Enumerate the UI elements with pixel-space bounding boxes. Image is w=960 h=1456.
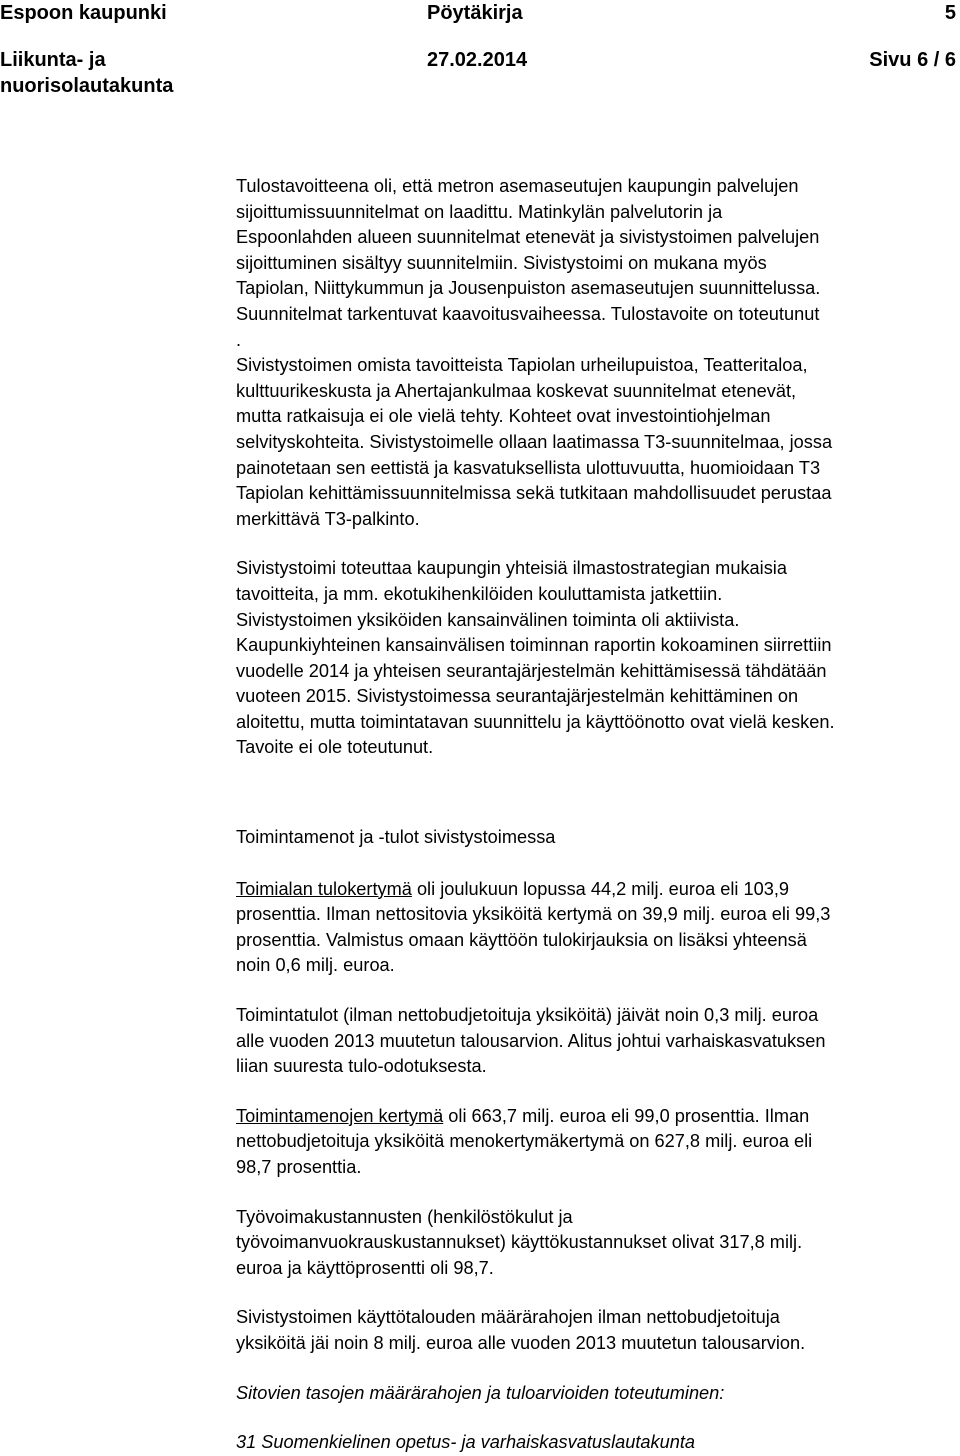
- paragraph-appropriations: [236, 1305, 960, 1356]
- text-line: Kaupunkiyhteinen kansainvälisen toiminnan raportin kokoaminen siirrettiin: [236, 635, 832, 656]
- text-line: nettobudjetoituja yksiköitä menokertymäkertymä on 627,8 milj. euroa eli: [236, 1131, 813, 1152]
- text-line: kulttuurikeskusta ja Ahertajankulmaa koskevat suunnitelmat etenevät,: [236, 380, 797, 401]
- text-segment: oli 663,7 milj. euroa eli 99,0 prosenttia. Ilman: [443, 1105, 810, 1126]
- text-line: Sivistystoimen omista tavoitteista Tapiolan urheilupuistoa, Teatteritaloa,: [236, 355, 808, 376]
- underlined-term: Toimintamenojen kertymä: [236, 1105, 444, 1126]
- text-line: Sivistystoimen yksiköiden kansainvälinen toiminta oli aktiivista.: [236, 609, 740, 630]
- text-line: tavoitteita, ja mm. ekotukihenkilöiden kouluttamista jatkettiin.: [236, 583, 723, 604]
- paragraph-income-accrual: [236, 877, 960, 979]
- text-line: prosenttia. Valmistus omaan käyttöön tulokirjauksia on lisäksi yhteensä: [236, 929, 807, 950]
- section-heading: [236, 825, 960, 851]
- text-line: selvityskohteita. Sivistystoimelle ollaan laatimassa T3-suunnitelmaa, jossa: [236, 431, 833, 452]
- committee-name-line2: nuorisolautakunta: [0, 75, 174, 97]
- text-line: alle vuoden 2013 muutetun talousarvion. Alitus johtui varhaiskasvatuksen: [236, 1030, 826, 1051]
- text-line: noin 0,6 milj. euroa.: [236, 955, 395, 976]
- paragraph-operating-income: [236, 1003, 960, 1080]
- text-line: 98,7 prosenttia.: [236, 1157, 362, 1177]
- text-line: Sivistystoimi toteuttaa kaupungin yhteisiä ilmastostrategian mukaisia: [236, 558, 787, 579]
- text-line: Työvoimakustannusten (henkilöstökulut ja: [236, 1206, 573, 1227]
- text-line: merkittävä T3-palkinto.: [236, 508, 420, 529]
- text-line: Sivistystoimen käyttötalouden määrärahojen ilman nettobudjetoituja: [236, 1307, 780, 1328]
- text-line: liian suuresta tulo-odotuksesta.: [236, 1056, 487, 1077]
- section-number: 5: [944, 2, 956, 24]
- meeting-date: 27.02.2014: [427, 49, 528, 71]
- text-line: .: [236, 329, 242, 350]
- italic-committee-heading: [236, 1430, 960, 1456]
- document-body: [236, 174, 960, 1456]
- underlined-term: Toimialan tulokertymä: [236, 878, 412, 899]
- text-line: [236, 877, 960, 903]
- text-line: yksiköitä jäi noin 8 milj. euroa alle vuoden 2013 muutetun talousarvion.: [236, 1332, 806, 1353]
- text-line: Tavoite ei ole toteutunut.: [236, 737, 434, 758]
- organization-name: Espoon kaupunki: [0, 2, 167, 24]
- document-type: Pöytäkirja: [427, 2, 523, 24]
- committee-name-line1: Liikunta- ja: [0, 49, 106, 71]
- text-segment: oli joulukuun lopussa 44,2 milj. euroa eli 103,9: [411, 878, 790, 899]
- paragraph-labour-costs: [236, 1205, 960, 1282]
- italic-subheading: [236, 1381, 960, 1407]
- text-line: vuoteen 2015. Sivistystoimessa seurantajärjestelmän kehittäminen on: [236, 686, 799, 707]
- text-line: mutta ratkaisuja ei ole vielä tehty. Kohteet ovat investointiohjelman: [236, 406, 771, 427]
- text-line: aloitettu, mutta toimintatavan suunnittelu ja käyttöönotto ovat vielä kesken.: [236, 711, 835, 732]
- text-line: Suunnitelmat tarkentuvat kaavoitusvaiheessa. Tulostavoite on toteutunut: [236, 303, 820, 324]
- italic-committee-heading-text: 31 Suomenkielinen opetus- ja varhaiskasvatuslautakunta: [236, 1432, 696, 1453]
- text-line: Tulostavoitteena oli, että metron asemaseutujen kaupungin palvelujen: [236, 176, 799, 196]
- italic-subheading-text: Sitovien tasojen määrärahojen ja tuloarvioiden toteutuminen:: [236, 1382, 725, 1403]
- text-line: prosenttia. Ilman nettositovia yksiköitä kertymä on 39,9 milj. euroa eli 99,3: [236, 904, 831, 925]
- paragraph-climate-strategy: [236, 556, 960, 761]
- text-line: painotetaan sen eettistä ja kasvatuksellista ulottuvuutta, huomioidaan T3: [236, 457, 821, 478]
- text-line: Tapiolan, Niittykummun ja Jousenpuiston asemaseutujen suunnittelussa.: [236, 278, 821, 299]
- text-line: työvoimanvuokrauskustannukset) käyttökustannukset olivat 317,8 milj.: [236, 1232, 803, 1253]
- text-line: vuodelle 2014 ja yhteisen seurantajärjestelmän kehittämisessä tähdätään: [236, 660, 827, 681]
- text-line: sijoittumissuunnitelmat on laadittu. Matinkylän palvelutorin ja: [236, 201, 723, 222]
- page-indicator: Sivu 6 / 6: [869, 49, 956, 71]
- text-line: euroa ja käyttöprosentti oli 98,7.: [236, 1257, 494, 1278]
- paragraph-expense-accrual: [236, 1104, 960, 1181]
- section-heading-text: Toimintamenot ja -tulot sivistystoimessa: [236, 827, 556, 848]
- text-line: [236, 1104, 960, 1130]
- text-line: Tapiolan kehittämissuunnitelmissa sekä tutkitaan mahdollisuudet perustaa: [236, 483, 832, 504]
- text-line: Toimintatulot (ilman nettobudjetoituja yksiköitä) jäivät noin 0,3 milj. euroa: [236, 1005, 819, 1026]
- text-line: Espoonlahden alueen suunnitelmat etenevät ja sivistystoimen palvelujen: [236, 227, 820, 248]
- text-line: sijoittuminen sisältyy suunnitelmiin. Sivistystoimi on mukana myös: [236, 252, 767, 273]
- paragraph-metro-stations: [236, 174, 960, 532]
